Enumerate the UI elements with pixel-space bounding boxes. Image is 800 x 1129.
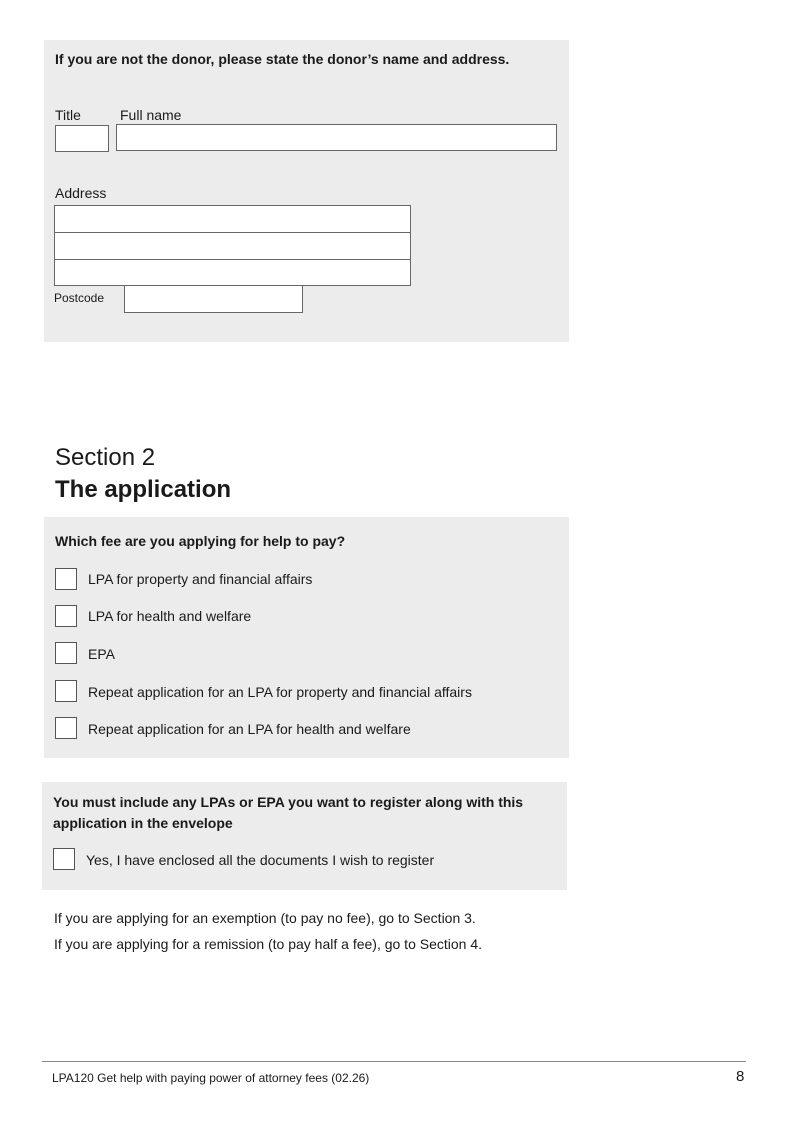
checkbox-enclosed-documents[interactable] — [53, 848, 75, 870]
checkbox-lpa-health[interactable] — [55, 605, 77, 627]
footer-doc-title: LPA120 Get help with paying power of attorney fees (02.26) — [52, 1071, 370, 1085]
page-number: 8 — [736, 1068, 745, 1085]
checkbox-epa[interactable] — [55, 642, 77, 664]
address-line-2-field[interactable] — [54, 232, 411, 260]
checkbox-repeat-health[interactable] — [55, 717, 77, 739]
checkbox-lpa-property[interactable] — [55, 568, 77, 590]
title-field[interactable] — [55, 125, 109, 152]
enclose-statement: You must include any LPAs or EPA you want to register along with this application in the envelope — [53, 794, 524, 831]
option-repeat-health: Repeat application for an LPA for health and welfare — [88, 721, 411, 737]
option-lpa-property: LPA for property and financial affairs — [88, 571, 313, 587]
instruction-exemption: If you are applying for an exemption (to pay no fee), go to Section 3. — [54, 910, 476, 926]
donor-question: If you are not the donor, please state the donor’s name and address. — [55, 51, 510, 67]
address-line-3-field[interactable] — [54, 259, 411, 286]
postcode-label: Postcode — [54, 291, 105, 305]
section-title: The application — [55, 476, 232, 503]
checkbox-repeat-property[interactable] — [55, 680, 77, 702]
fullname-field[interactable] — [116, 124, 557, 151]
enclosed-documents-label: Yes, I have enclosed all the documents I wish to register — [86, 852, 435, 868]
fullname-label: Full name — [120, 107, 182, 123]
address-line-1-field[interactable] — [54, 205, 411, 233]
title-label: Title — [55, 107, 81, 123]
option-lpa-health: LPA for health and welfare — [88, 608, 252, 624]
option-repeat-property: Repeat application for an LPA for property and financial affairs — [88, 684, 472, 700]
footer-divider — [42, 1061, 746, 1062]
address-label: Address — [55, 185, 107, 201]
instruction-remission: If you are applying for a remission (to pay half a fee), go to Section 4. — [54, 936, 483, 952]
option-epa: EPA — [88, 646, 115, 662]
donor-details-panel — [44, 40, 569, 342]
postcode-field[interactable] — [124, 285, 303, 313]
section-number: Section 2 — [55, 444, 156, 471]
fee-question: Which fee are you applying for help to pay? — [55, 533, 346, 549]
